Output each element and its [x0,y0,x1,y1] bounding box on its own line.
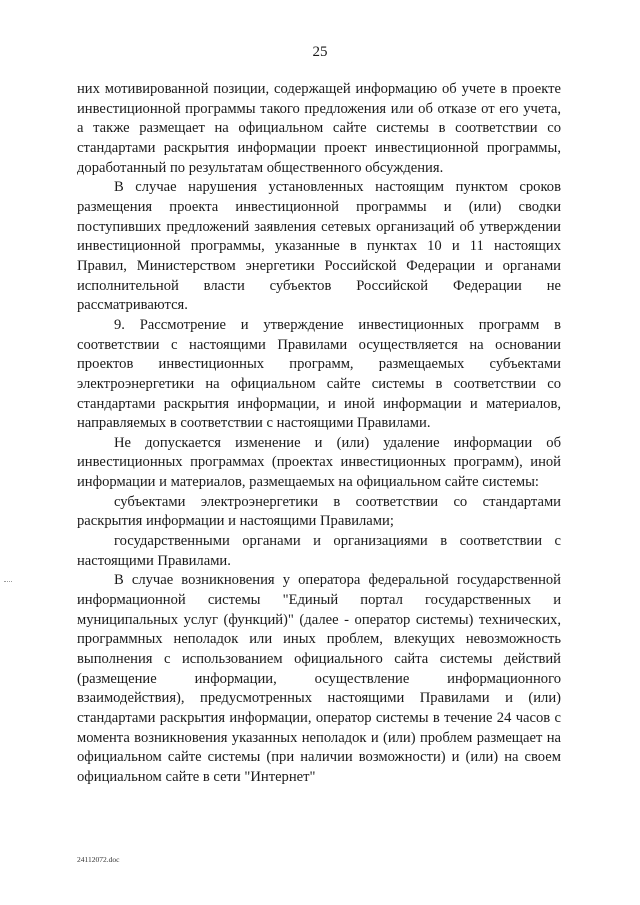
paragraph-no-changes: Не допускается изменение и (или) удаление информации об инвестиционных программах (проектах инвестиционных программ), иной информации и материалов, размещаемых на официальном сайте системы: [77,434,561,491]
paragraph-item-9: 9. Рассмотрение и утверждение инвестиционных программ в соответствии с настоящими Правилами осуществляется на основании проектов инвестиционных программ, размещаемых субъектами электроэнергетики на официальном сайте системы в соответствии со стандартами раскрытия информации, и иной информации и материалов, направляемых в соответствии с настоящими Правилами. [77,316,561,432]
page-number: 25 [312,44,328,60]
document-body [77,80,561,788]
document-file-id: 24112072.doc [77,855,120,864]
paragraph-list-entry-power-entities: субъектами электроэнергетики в соответствии со стандартами раскрытия информации и настоящими Правилами; [77,493,561,530]
paragraph-deadline-violation: В случае нарушения установленных настоящим пунктом сроков размещения проекта инвестиционной программы и (или) сводки поступивших предложений заявления сетевых организаций об утверждении инвестиционной программы, указанные в пунктах 10 и 11 настоящих Правил, Министерством энергетики Российской Федерации и органами исполнительной власти субъектов Российской Федерации не рассматриваются. [77,179,561,314]
paragraph-continuation: них мотивированной позиции, содержащей информацию об учете в проекте инвестиционной программы такого предложения или об отказе от его учета, а также размещает на официальном сайте системы в соответствии со стандартами раскрытия информации проект инвестиционной программы, доработанный по результатам общественного обсуждения. [77,81,561,176]
paragraph-list-entry-state-bodies: государственными органами и организациями в соответствии с настоящими Правилами. [77,533,561,569]
margin-dot-mark [4,581,12,583]
paragraph-system-operator: В случае возникновения у оператора федеральной государственной информационной системы "Единый портал государственных и муниципальных услуг (функций)" (далее - оператор системы) технических, программных неполадок или иных проблем, влекущих невозможность выполнения с использованием официального сайта системы действий (размещение информации, осуществление информационного взаимодействия), предусмотренных настоящими Правилами и (или) стандартами раскрытия информации, оператор системы в течение 24 часов с момента возникновения указанных неполадок и (или) проблем размещает на официальном сайте системы (при наличии возможности) и (или) на своем официальном сайте в сети "Интернет" [77,572,561,785]
